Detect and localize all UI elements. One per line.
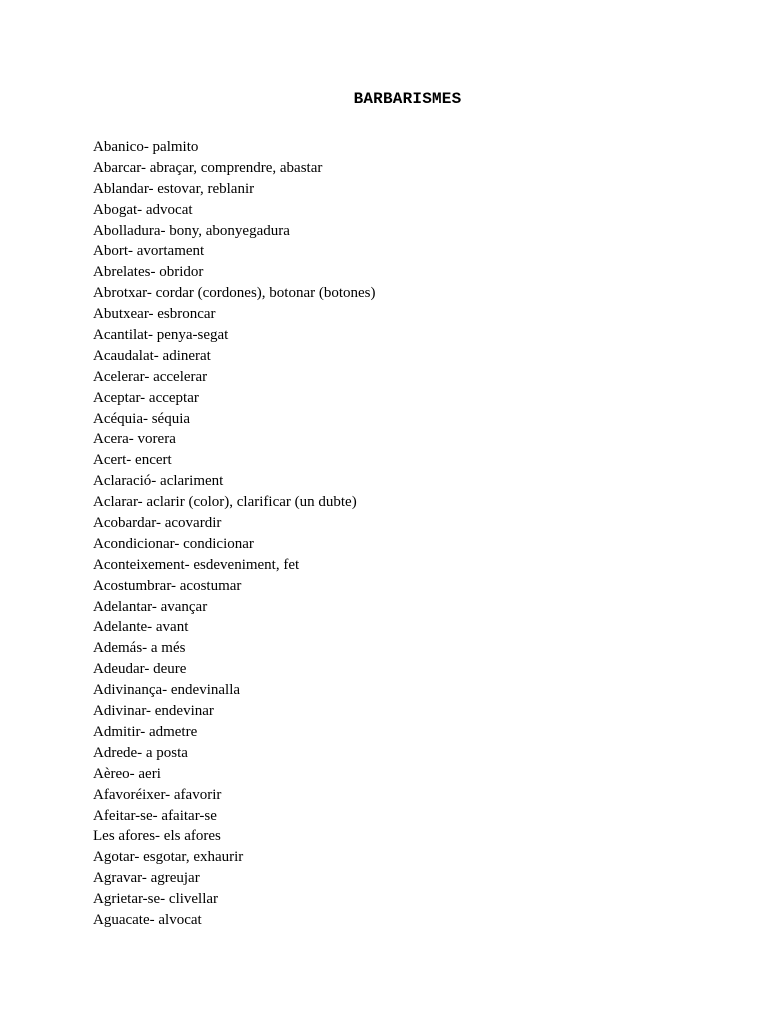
list-item: Adivinar- endevinar — [93, 703, 214, 720]
list-item: Aceptar- acceptar — [93, 389, 199, 406]
list-item: Abolladura- bony, abonyegadura — [93, 222, 290, 239]
entry-list — [93, 137, 376, 931]
list-item: Agotar- esgotar, exhaurir — [93, 849, 244, 866]
list-item: Abrotxar- cordar (cordones), botonar (botones) — [93, 285, 376, 302]
list-item: Adelante- avant — [93, 619, 189, 636]
list-item: Ablandar- estovar, reblanir — [93, 180, 255, 197]
list-item: Aconteixement- esdeveniment, fet — [93, 556, 300, 573]
list-item: Adelantar- avançar — [93, 598, 208, 615]
list-item: Acéquia- séquia — [93, 410, 191, 427]
list-item: Acaudalat- adinerat — [93, 347, 211, 364]
list-item: Abogat- advocat — [93, 201, 193, 218]
list-item: Acert- encert — [93, 452, 172, 469]
document-title: BARBARISMES — [353, 90, 462, 108]
list-item: Abarcar- abraçar, comprendre, abastar — [93, 159, 323, 176]
list-item: Adrede- a posta — [93, 744, 188, 761]
list-item: Adeudar- deure — [93, 661, 187, 678]
list-item: Afavoréixer- afavorir — [93, 786, 222, 803]
list-item: Aclarar- aclarir (color), clarificar (un dubte) — [93, 494, 357, 511]
list-item: Admitir- admetre — [93, 723, 198, 740]
list-item: Adivinança- endevinalla — [93, 682, 241, 699]
list-item: Abort- avortament — [93, 243, 205, 260]
list-item: Afeitar-se- afaitar-se — [93, 807, 217, 824]
list-item: Aclaració- aclariment — [93, 473, 224, 490]
list-item: Agravar- agreujar — [93, 870, 200, 887]
list-item: Acera- vorera — [93, 431, 176, 448]
list-item: Acostumbrar- acostumar — [93, 577, 242, 594]
list-item: Agrietar-se- clivellar — [93, 891, 219, 908]
list-item: Acobardar- acovardir — [93, 515, 222, 532]
list-item: Abrelates- obridor — [93, 264, 204, 281]
list-item: Abanico- palmito — [93, 139, 199, 155]
list-item: Acantilat- penya-segat — [93, 327, 229, 344]
list-item: Abutxear- esbroncar — [93, 306, 216, 323]
list-item: Acelerar- accelerar — [93, 368, 208, 385]
list-item: Acondicionar- condicionar — [93, 535, 254, 552]
list-item: Aguacate- alvocat — [93, 911, 202, 928]
list-item: Además- a més — [93, 640, 186, 657]
list-item: Aèreo- aeri — [93, 765, 161, 782]
list-item: Les afores- els afores — [93, 828, 221, 845]
